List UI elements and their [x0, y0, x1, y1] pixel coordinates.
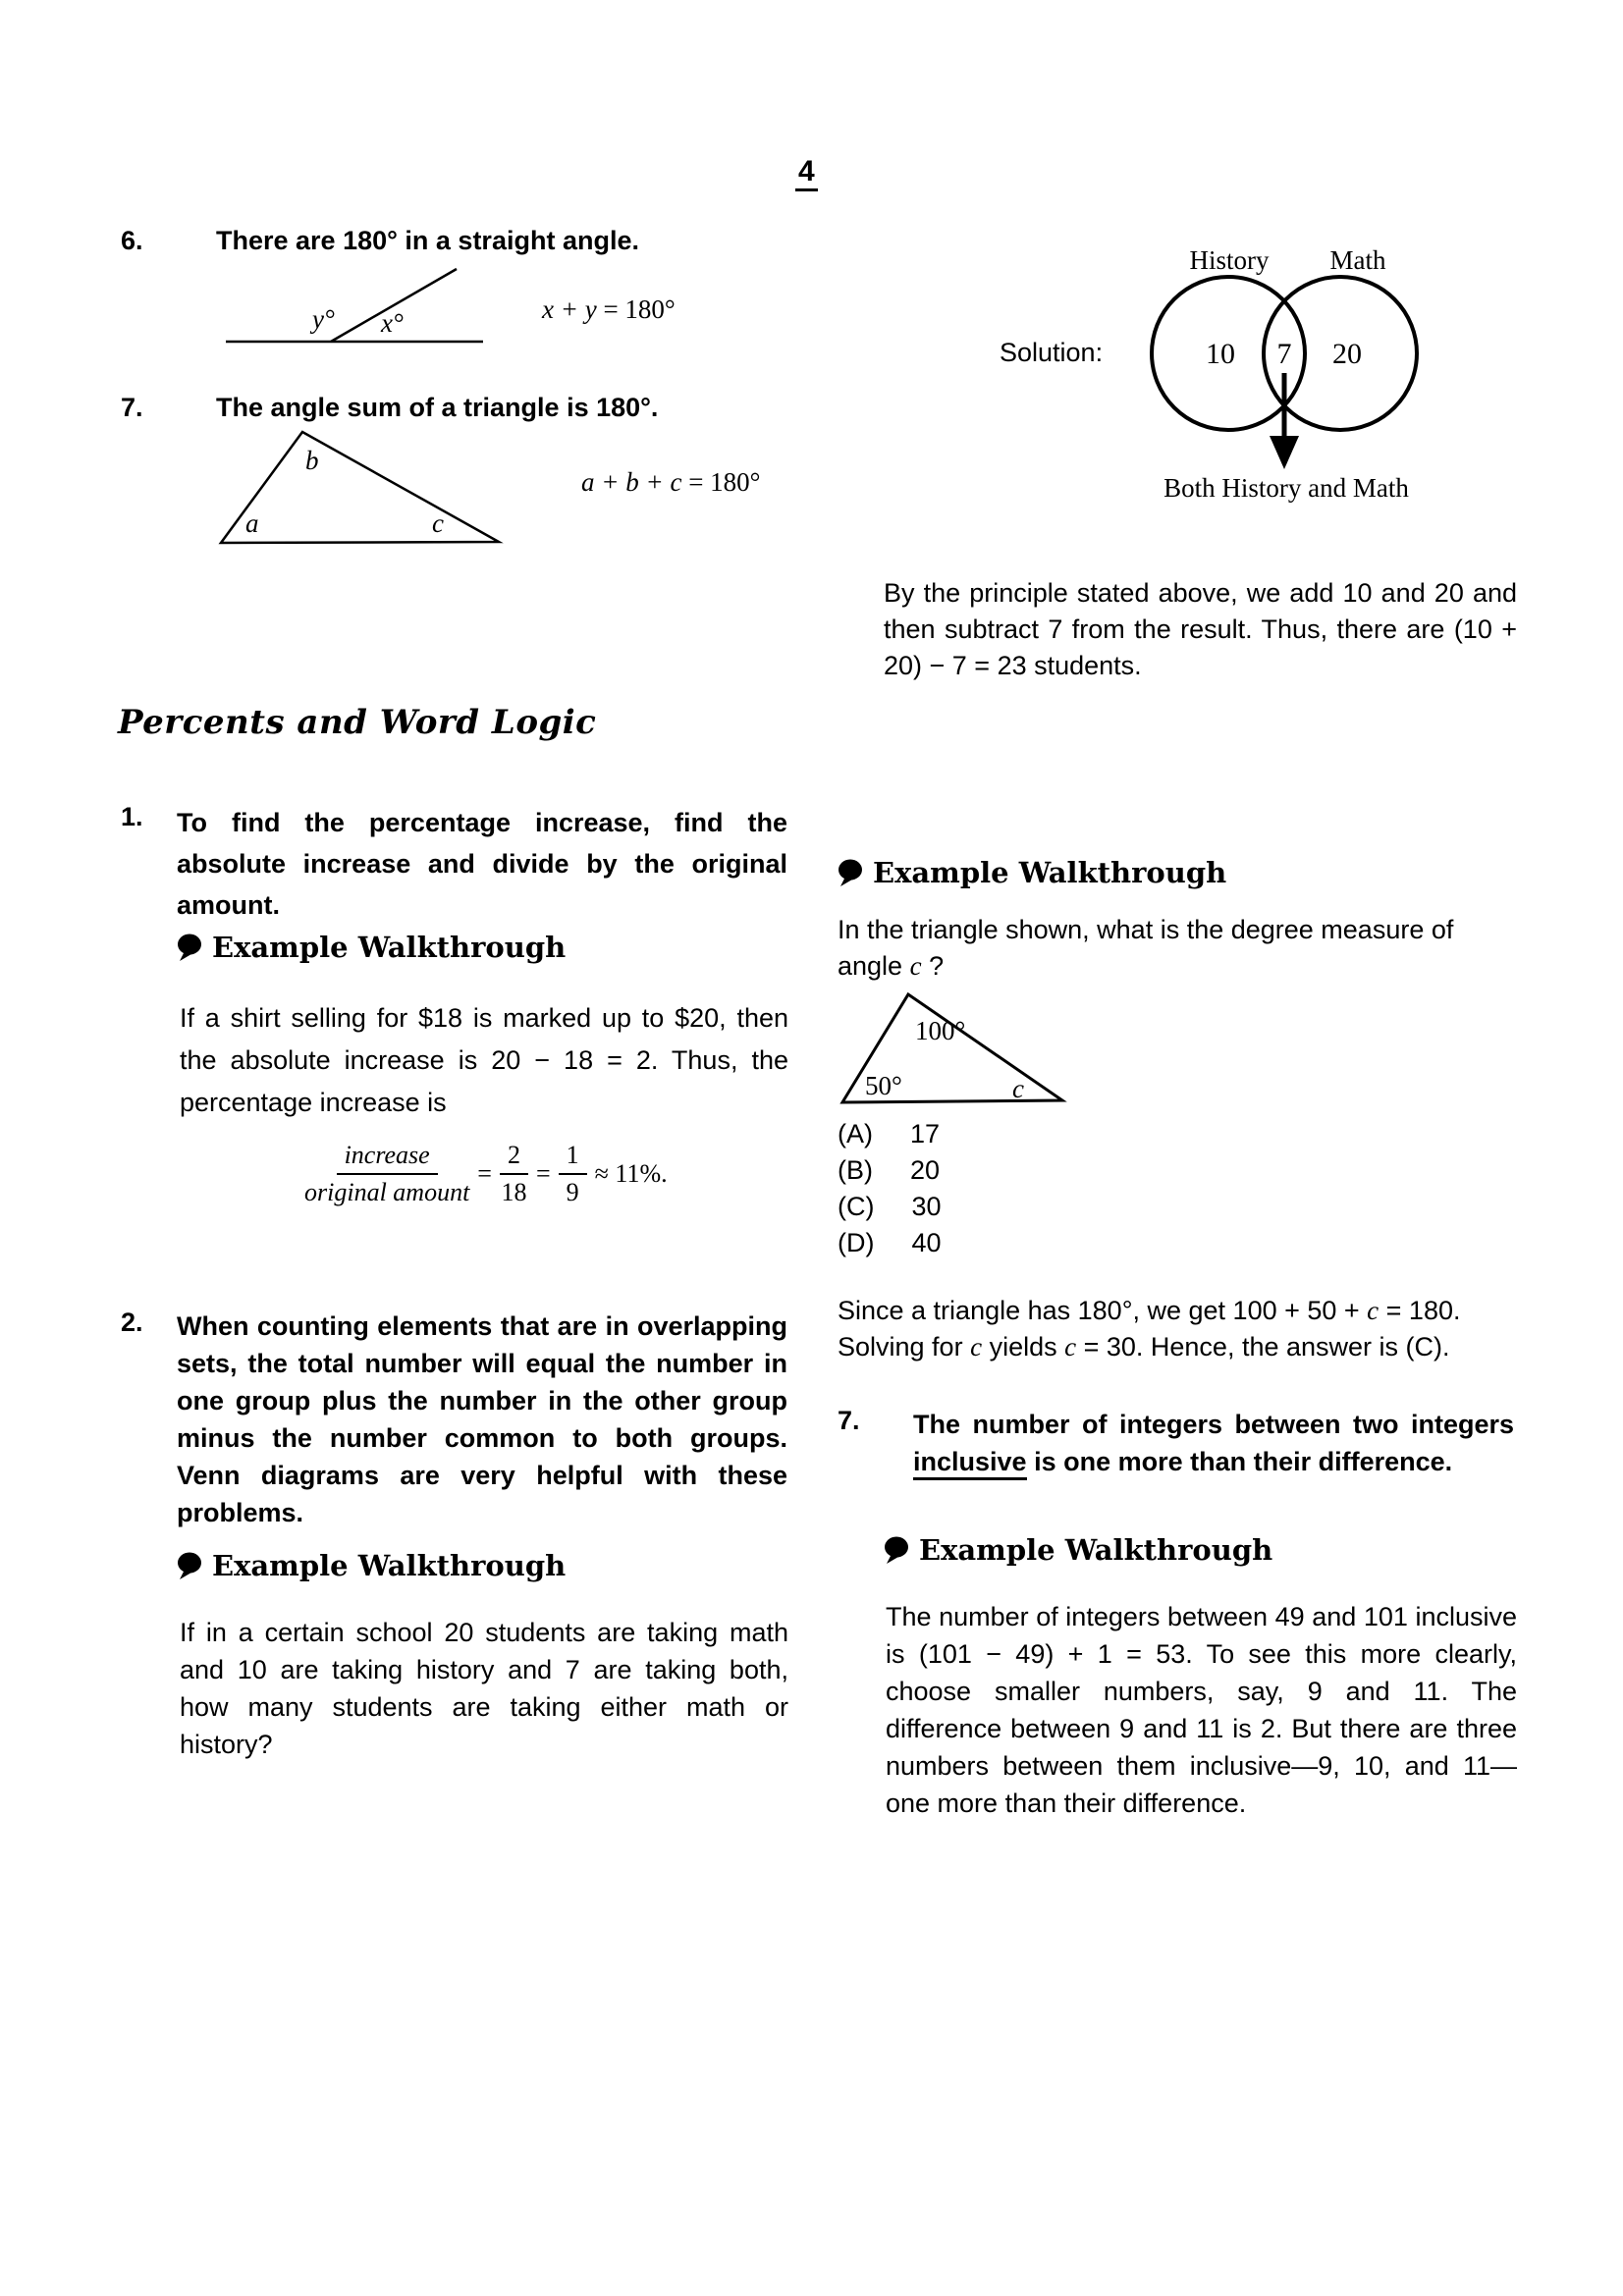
left-item1-number: 1. [121, 802, 143, 831]
example-walkthrough-label: Example Walkthrough [212, 1549, 567, 1582]
example-walkthrough-label: Example Walkthrough [873, 856, 1227, 889]
answer-text: yields [982, 1332, 1065, 1362]
right-item7-number: 7. [838, 1406, 860, 1435]
fraction-2-18 [500, 1141, 528, 1207]
example-walkthrough-header-3 [838, 856, 1226, 889]
venn-right-set-label: Math [1329, 245, 1386, 275]
venn-diagram [1119, 234, 1434, 518]
choice-letter: (C) [838, 1192, 875, 1221]
fraction-numerator: 1 [559, 1141, 587, 1175]
fraction-1-9 [559, 1141, 587, 1207]
choice-row [838, 1119, 940, 1149]
apex-angle-label: 100° [915, 1016, 966, 1045]
section-heading: Percents and Word Logic [118, 703, 597, 742]
left-item2-number: 2. [121, 1308, 143, 1337]
equation-lhs: x + y [542, 294, 604, 324]
venn-left-value: 10 [1206, 338, 1235, 370]
venn-intersection-value: 7 [1276, 338, 1292, 370]
variable-c: c [909, 951, 922, 981]
equation-lhs: a + b + c [581, 467, 689, 497]
fraction-denominator: 18 [501, 1178, 527, 1206]
arrow-head-icon [1270, 436, 1299, 469]
variable-c: c [1064, 1332, 1077, 1362]
triangle-sum-equation [581, 467, 760, 498]
fraction-denominator: 9 [566, 1178, 579, 1206]
venn-right-value: 20 [1332, 338, 1362, 370]
triangle-diagram-left [212, 422, 516, 555]
variable-c: c [970, 1332, 983, 1362]
left-angle-label: 50° [865, 1071, 902, 1100]
speech-bubble-icon [838, 859, 863, 887]
example-walkthrough-label: Example Walkthrough [919, 1533, 1273, 1567]
angle-a-label: a [245, 508, 259, 538]
angle-c-label: c [432, 508, 444, 538]
question-line-2 [838, 951, 944, 982]
right-item7-text [913, 1406, 1514, 1480]
variable-c: c [1367, 1296, 1380, 1325]
equation-rhs: = 180° [688, 467, 761, 497]
answer-line-2 [838, 1332, 1520, 1362]
fraction-numerator: 2 [500, 1141, 528, 1175]
example-walkthrough-header-1 [177, 931, 566, 964]
underlined-word: inclusive [913, 1447, 1027, 1480]
example-1-body: If a shirt selling for $18 is marked up to $20, then the absolute increase is 20 − 18 = 2. Thus, the percentage increase is [180, 1003, 788, 1117]
left-item2-text: When counting elements that are in overlapping sets, the total number will equal the number in one group plus the number in the other group minus the number common to both groups. Venn diagrams are very helpful with these problems. [177, 1311, 787, 1527]
example-walkthrough-header-4 [884, 1533, 1272, 1567]
choice-value: 30 [911, 1192, 942, 1221]
equals-sign: = [535, 1159, 551, 1188]
fraction-denominator: original amount [304, 1178, 470, 1206]
angle-y-label: y° [312, 304, 335, 334]
speech-bubble-icon [884, 1536, 909, 1565]
item-text: is one more than their difference. [1026, 1447, 1453, 1476]
question-line-1: In the triangle shown, what is the degree measure of [838, 915, 1454, 944]
answer-text: = 180. [1379, 1296, 1461, 1325]
choice-row [838, 1155, 940, 1186]
answer-text: = 30. Hence, the answer is (C). [1076, 1332, 1450, 1362]
right-angle-label: c [1012, 1074, 1024, 1103]
fraction-numerator: increase [337, 1141, 438, 1175]
fraction-words [304, 1141, 469, 1207]
left-item6-number: 6. [121, 226, 143, 255]
choice-value: 17 [910, 1119, 941, 1148]
question-text: ? [921, 951, 945, 981]
straight-angle-equation [542, 294, 676, 325]
choice-row [838, 1192, 942, 1222]
straight-angle-diagram [218, 251, 493, 349]
left-item7-number: 7. [121, 393, 143, 422]
question-text: angle [838, 951, 910, 981]
example-2-body: If in a certain school 20 students are taking math and 10 are taking history and 7 are taking both, how many students are taking either math or history? [180, 1618, 788, 1759]
speech-bubble-icon [177, 1552, 202, 1580]
item-text: The number of integers between two integers [913, 1410, 1514, 1439]
answer-text: Since a triangle has 180°, we get 100 + 50 + [838, 1296, 1368, 1325]
percentage-increase-formula [302, 1141, 668, 1207]
example-walkthrough-label: Example Walkthrough [212, 931, 567, 964]
choice-letter: (A) [838, 1119, 873, 1148]
choice-row [838, 1228, 942, 1258]
solution-paragraph: By the principle stated above, we add 10 and 20 and then subtract 7 from the result. Thus, there are (10 + 20) − 7 = 23 students. [884, 578, 1517, 680]
choice-value: 20 [910, 1155, 941, 1185]
example-walkthrough-header-2 [177, 1549, 566, 1582]
venn-left-set-label: History [1189, 245, 1270, 275]
left-item6-text: There are 180° in a straight angle. [216, 226, 639, 255]
equals-sign: = [477, 1159, 492, 1188]
triangle-outline [221, 432, 499, 543]
speech-bubble-icon [177, 934, 202, 962]
solution-label: Solution: [1000, 338, 1104, 367]
page-number-text: 4 [795, 155, 818, 191]
venn-caption: Both History and Math [1163, 473, 1409, 503]
approx-result: ≈ 11%. [594, 1159, 668, 1188]
left-item1-text: To find the percentage increase, find the absolute increase and divide by the original amount. [177, 808, 787, 920]
example-4-body: The number of integers between 49 and 101 inclusive is (101 − 49) + 1 = 53. To see this more clearly, choose smaller numbers, say, 9 and 11. The difference between 9 and 11 is 2. But there are three numbers between them inclusive—9, 10, and 11—one more than their difference. [886, 1602, 1517, 1818]
choice-value: 40 [911, 1228, 942, 1257]
angle-x-label: x° [381, 308, 404, 338]
angle-b-label: b [305, 446, 319, 475]
triangle-diagram-right [830, 984, 1080, 1109]
choice-letter: (B) [838, 1155, 873, 1185]
answer-text: Solving for [838, 1332, 971, 1362]
left-item7-text: The angle sum of a triangle is 180°. [216, 393, 659, 422]
equation-rhs: = 180° [603, 294, 676, 324]
page-number [795, 155, 818, 188]
choice-letter: (D) [838, 1228, 875, 1257]
answer-line-1 [838, 1296, 1520, 1326]
